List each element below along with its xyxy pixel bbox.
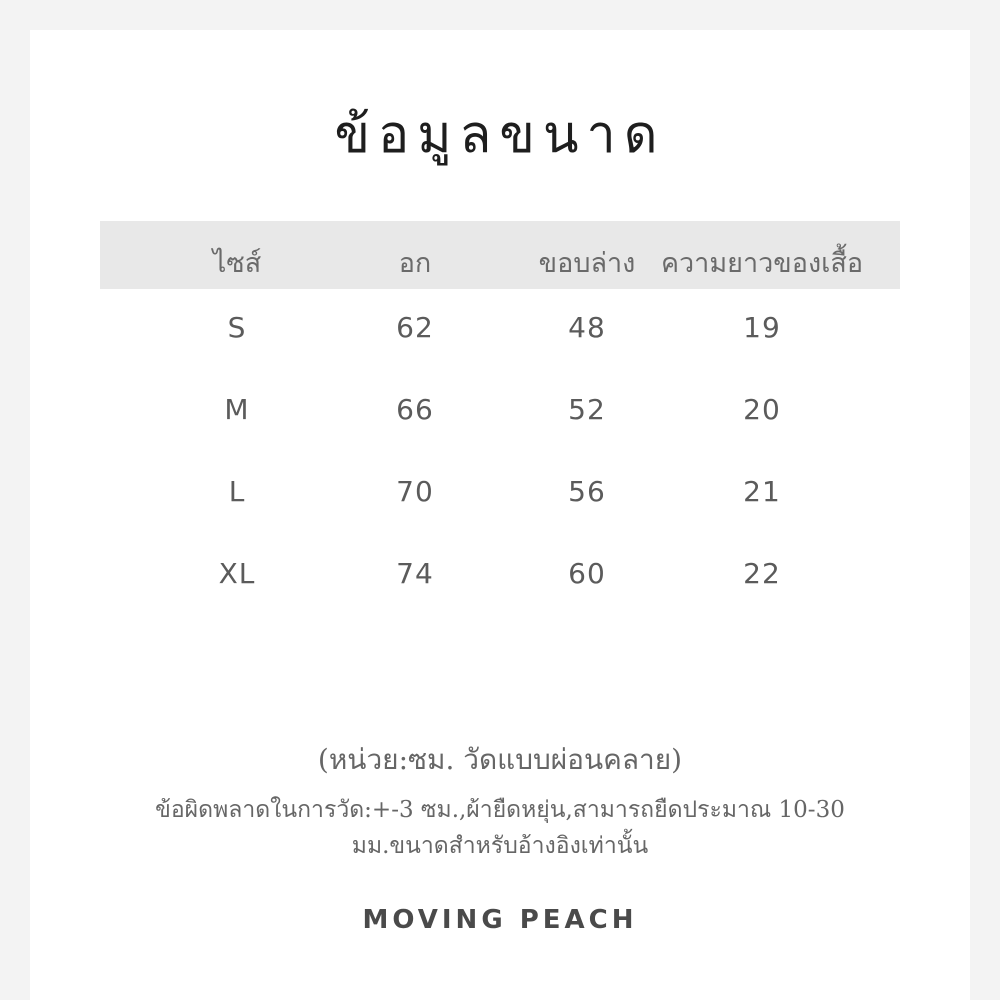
cell-hem: 48: [568, 311, 606, 344]
cell-hem: 52: [568, 393, 606, 426]
cell-chest: 62: [396, 311, 434, 344]
size-table: [100, 221, 900, 617]
table-row: [100, 535, 900, 617]
cell-hem: 56: [568, 475, 606, 508]
cell-length: 19: [743, 311, 781, 344]
cell-length: 22: [743, 557, 781, 590]
cell-length: 21: [743, 475, 781, 508]
cell-size: XL: [218, 557, 256, 590]
brand-logo-text: MOVING PEACH: [362, 905, 638, 935]
table-body: [100, 289, 900, 617]
header-length: ความยาวของเสื้อ: [660, 248, 864, 279]
cell-hem: 60: [568, 557, 606, 590]
header-hem: ขอบล่าง: [538, 248, 636, 279]
header-size: ไซส์: [212, 248, 262, 279]
cell-length: 20: [743, 393, 781, 426]
measurement-disclaimer: ข้อผิดพลาดในการวัด:+-3 ซม.,ผ้ายืดหยุ่น,สามารถยืดประมาณ 10-30 มม.ขนาดสำหรับอ้างอิงเท่านั้น: [155, 797, 845, 859]
cell-chest: 74: [396, 557, 434, 590]
cell-size: M: [224, 393, 250, 426]
cell-size: L: [228, 475, 246, 508]
cell-size: S: [227, 311, 247, 344]
header-chest: อก: [398, 248, 432, 279]
unit-note: (หน่วย:ซม. วัดแบบผ่อนคลาย): [317, 743, 683, 776]
table-header: [100, 221, 900, 289]
table-row: [100, 371, 900, 453]
cell-chest: 66: [396, 393, 434, 426]
table-row: [100, 453, 900, 535]
table-row: [100, 289, 900, 371]
cell-chest: 70: [396, 475, 434, 508]
page-title: ข้อมูลขนาด: [334, 105, 666, 165]
